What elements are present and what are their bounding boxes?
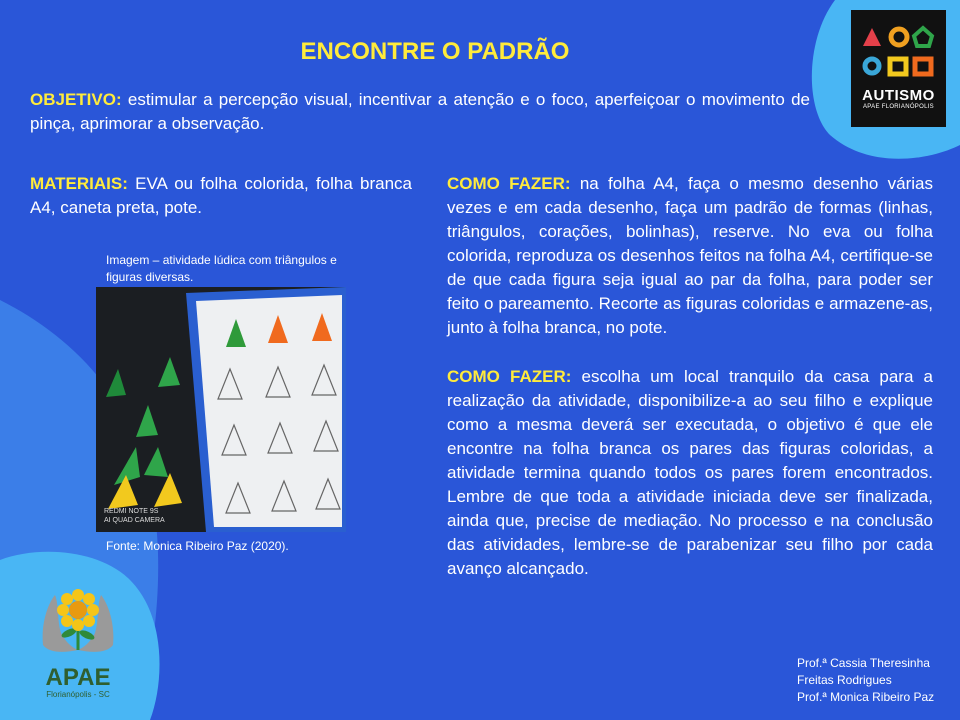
- objective-text: estimular a percepção visual, incentivar a atenção e o foco, aperfeiçoar o movimento de pinça, aprimorar a observação.: [30, 90, 810, 133]
- how-to-paragraph-2: [447, 365, 933, 581]
- apae-brand: APAE: [45, 664, 111, 691]
- image-source: Fonte: Monica Ribeiro Paz (2020).: [106, 539, 289, 553]
- materials-paragraph: [30, 172, 412, 220]
- image-caption: Imagem – atividade lúdica com triângulos e figuras diversas.: [106, 253, 337, 284]
- credit-line-3: Prof.ª Monica Ribeiro Paz: [797, 690, 935, 704]
- autismo-logo: [851, 10, 946, 127]
- credit-line-1: Prof.ª Cassia Theresinha: [797, 656, 930, 670]
- materials-label: MATERIAIS:: [30, 174, 128, 193]
- how-to-text-2: escolha um local tranquilo da casa para a realização da atividade, disponibilize-a ao seu filho e explique como a mesma deverá ser executada, o objetivo é que ele encontre na folha branca os pares das figuras coloridas, a atividade termina quando todos os pares forem encontrados. Lembre de que toda a atividade iniciada deve ser finalizada, ainda que, precise de mediação. No processo e na conclusão das atividades, lembre-se de parabenizar seu filho por cada avanço alcançado.: [447, 367, 933, 578]
- apae-flower-hands-icon: [33, 575, 123, 665]
- apae-logo: [28, 575, 128, 715]
- page-title: ENCONTRE O PADRÃO: [300, 38, 570, 65]
- activity-photo: [96, 287, 346, 532]
- materials-text: EVA ou folha colorida, folha branca A4, caneta preta, pote.: [30, 174, 412, 217]
- credits: [797, 655, 957, 706]
- credit-line-2: Freitas Rodrigues: [797, 673, 892, 687]
- how-to-label-2: COMO FAZER:: [447, 367, 572, 386]
- photo-watermark-1: REDMI NOTE 9S: [104, 508, 159, 515]
- objective-label: OBJETIVO:: [30, 90, 122, 109]
- photo-watermark-2: AI QUAD CAMERA: [104, 517, 165, 524]
- autismo-sub: APAE FLORIANÓPOLIS: [863, 104, 934, 110]
- autismo-brand: AUTISMO: [862, 87, 935, 104]
- autismo-shapes-icon: [859, 16, 939, 86]
- how-to-text-1: na folha A4, faça o mesmo desenho várias vezes e em cada desenho, faça um padrão de formas (linhas, triângulos, corações, bolinhas), reserve. No eva ou folha colorida, reproduza os desenhos feitos na folha A4, certifique-se de que cada figura seja igual ao par da folha, para poder ser feito o pareamento. Recorte as figuras coloridas e armazene-as, junto à folha branca, no pote.: [447, 174, 933, 337]
- how-to-paragraph-1: [447, 172, 933, 340]
- apae-sub: Florianópolis - SC: [46, 690, 110, 699]
- objective-paragraph: [30, 88, 810, 136]
- how-to-label-1: COMO FAZER:: [447, 174, 571, 193]
